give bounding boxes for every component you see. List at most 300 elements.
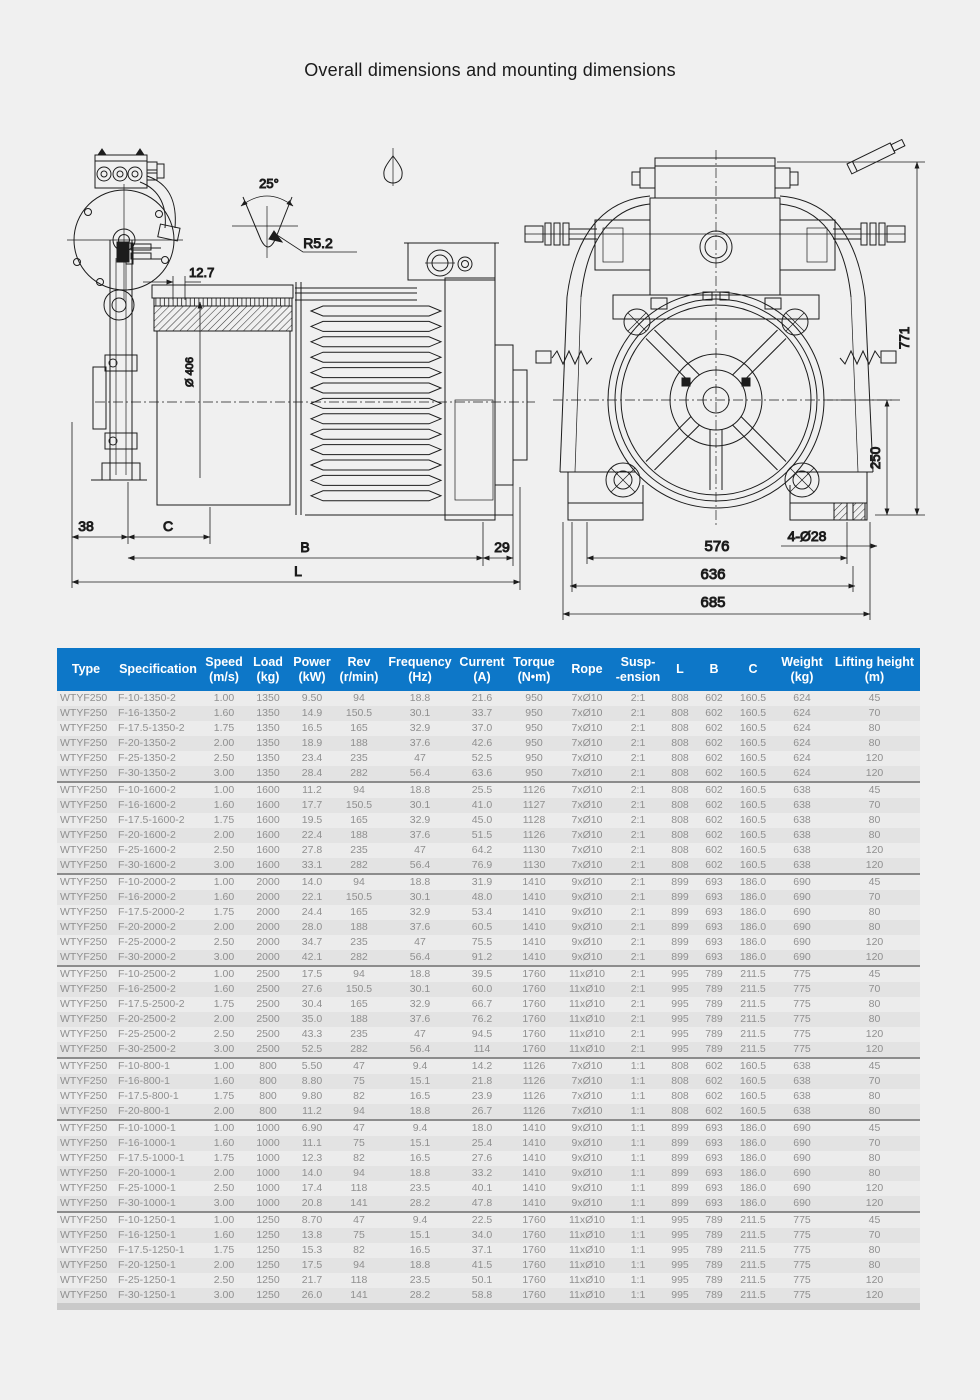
table-cell: 1.00 bbox=[201, 966, 247, 982]
table-cell: 693 bbox=[705, 1197, 723, 1209]
table-cell: 75 bbox=[353, 1075, 365, 1087]
table-cell: 47 bbox=[335, 1058, 383, 1074]
table-cell: 3.00 bbox=[213, 1043, 235, 1055]
table-cell: 2:1 bbox=[630, 752, 646, 764]
table-cell: 2:1 bbox=[630, 951, 646, 963]
table-cell: 7xØ10 bbox=[561, 782, 613, 798]
table-cell: 1350 bbox=[256, 767, 280, 779]
table-cell: 9xØ10 bbox=[571, 921, 603, 933]
table-cell: 2.00 bbox=[213, 829, 235, 841]
column-header: B bbox=[697, 648, 731, 691]
table-cell: 789 bbox=[705, 1013, 723, 1025]
table-cell: 2.00 bbox=[213, 737, 235, 749]
technical-drawings bbox=[55, 130, 925, 635]
table-cell: 45 bbox=[829, 874, 920, 890]
table-cell: 15.3 bbox=[301, 1244, 323, 1256]
table-row bbox=[57, 858, 920, 874]
table-cell: 2:1 bbox=[630, 998, 646, 1010]
table-cell: 2000 bbox=[256, 921, 280, 933]
table-cell: 808 bbox=[671, 799, 689, 811]
table-cell: 638 bbox=[793, 799, 811, 811]
table-cell: 1.00 bbox=[201, 1058, 247, 1074]
table-cell: 47 bbox=[414, 844, 426, 856]
table-cell: 42.6 bbox=[471, 737, 493, 749]
table-cell: 75.5 bbox=[471, 936, 493, 948]
table-cell: 1.60 bbox=[213, 1137, 235, 1149]
table-cell: 1:1 bbox=[630, 1090, 646, 1102]
table-cell: 2500 bbox=[247, 966, 289, 982]
table-cell: 638 bbox=[793, 844, 811, 856]
table-cell: 22.4 bbox=[301, 829, 323, 841]
table-cell: 14.9 bbox=[301, 707, 323, 719]
table-cell: 30.1 bbox=[409, 983, 431, 995]
table-cell: 1:1 bbox=[630, 1274, 646, 1286]
table-cell: 638 bbox=[793, 1075, 811, 1087]
table-row bbox=[57, 1136, 920, 1151]
table-cell: WTYF250 bbox=[60, 921, 108, 933]
table-cell: 25.4 bbox=[471, 1137, 493, 1149]
table-cell: 2000 bbox=[256, 936, 280, 948]
table-cell: 789 bbox=[705, 983, 723, 995]
table-row bbox=[57, 828, 920, 843]
table-cell: 775 bbox=[775, 966, 829, 982]
dim-b-label: B bbox=[300, 539, 310, 555]
table-cell: 800 bbox=[259, 1075, 277, 1087]
table-cell: 2.50 bbox=[213, 1182, 235, 1194]
table-cell: 7xØ10 bbox=[571, 752, 603, 764]
table-row bbox=[57, 1243, 920, 1258]
table-cell: 21.8 bbox=[471, 1075, 493, 1087]
table-cell: 150.5 bbox=[345, 707, 373, 719]
table-cell: 235 bbox=[350, 752, 368, 764]
table-cell: WTYF250 bbox=[60, 859, 108, 871]
table-cell: 30.1 bbox=[409, 707, 431, 719]
table-cell: F-20-2000-2 bbox=[118, 921, 176, 933]
table-cell: 160.5 bbox=[739, 1090, 767, 1102]
table-cell: 45 bbox=[829, 1058, 920, 1074]
table-cell: 45 bbox=[829, 966, 920, 982]
table-cell: 2:1 bbox=[630, 983, 646, 995]
table-cell: 690 bbox=[793, 1167, 811, 1179]
table-cell: 150.5 bbox=[345, 983, 373, 995]
table-cell: 1.60 bbox=[213, 983, 235, 995]
table-row bbox=[57, 1074, 920, 1089]
table-cell: F-25-1250-1 bbox=[118, 1274, 176, 1286]
table-cell: 995 bbox=[671, 998, 689, 1010]
table-cell: 1410 bbox=[522, 1137, 546, 1149]
table-cell: 160.5 bbox=[739, 737, 767, 749]
table-cell: WTYF250 bbox=[60, 1090, 108, 1102]
table-cell: 3.00 bbox=[213, 1197, 235, 1209]
table-cell: 150.5 bbox=[345, 891, 373, 903]
table-row bbox=[57, 798, 920, 813]
table-cell: 808 bbox=[671, 814, 689, 826]
table-cell: 70 bbox=[868, 1137, 881, 1149]
table-cell: 1.60 bbox=[213, 1229, 235, 1241]
table-cell: 64.2 bbox=[471, 844, 493, 856]
table-cell: 60.0 bbox=[471, 983, 493, 995]
table-cell: 1410 bbox=[522, 906, 546, 918]
table-cell: 80 bbox=[868, 998, 881, 1010]
table-cell: 693 bbox=[697, 874, 731, 890]
table-cell: 1350 bbox=[256, 722, 280, 734]
table-cell: 48.0 bbox=[471, 891, 493, 903]
table-row bbox=[57, 1120, 920, 1136]
table-cell: 23.4 bbox=[301, 752, 323, 764]
table-cell: 120 bbox=[865, 1182, 884, 1194]
table-cell: 40.1 bbox=[471, 1182, 493, 1194]
table-cell: 28.0 bbox=[301, 921, 323, 933]
table-cell: F-16-1000-1 bbox=[118, 1137, 176, 1149]
table-cell: 11xØ10 bbox=[569, 983, 605, 995]
table-cell: 2:1 bbox=[630, 1013, 646, 1025]
table-cell: 2:1 bbox=[630, 722, 646, 734]
table-cell: 624 bbox=[793, 692, 811, 704]
table-cell: 45 bbox=[868, 692, 881, 704]
table-cell: 995 bbox=[663, 966, 697, 982]
table-cell: 808 bbox=[671, 844, 689, 856]
table-cell: 18.8 bbox=[409, 692, 431, 704]
table-cell: 160.5 bbox=[731, 782, 775, 798]
table-cell: F-16-1600-2 bbox=[118, 799, 176, 811]
table-cell: 789 bbox=[705, 1244, 723, 1256]
table-cell: 3.00 bbox=[213, 951, 235, 963]
table-cell: 7xØ10 bbox=[571, 799, 603, 811]
table-cell: 82 bbox=[353, 1244, 365, 1256]
table-cell: 45.0 bbox=[471, 814, 493, 826]
table-cell: 9xØ10 bbox=[571, 906, 603, 918]
table-cell: 37.6 bbox=[409, 921, 431, 933]
table-cell: 624 bbox=[793, 752, 811, 764]
table-cell: 18.8 bbox=[409, 1259, 431, 1271]
table-cell: 899 bbox=[671, 1167, 689, 1179]
column-header: C bbox=[731, 648, 775, 691]
table-cell: 14.0 bbox=[301, 1167, 323, 1179]
table-cell: 7xØ10 bbox=[571, 722, 603, 734]
table-cell: F-10-1350-2 bbox=[118, 692, 176, 704]
table-cell: 1410 bbox=[507, 1120, 561, 1136]
table-cell: 80 bbox=[868, 829, 881, 841]
table-cell: 70 bbox=[868, 891, 881, 903]
table-cell: F-30-2500-2 bbox=[118, 1043, 176, 1055]
table-cell: 34.0 bbox=[471, 1229, 493, 1241]
table-cell: WTYF250 bbox=[60, 767, 108, 779]
table-cell: F-10-2000-2 bbox=[115, 874, 201, 890]
table-cell: 120 bbox=[865, 951, 884, 963]
table-cell: 45 bbox=[829, 1212, 920, 1228]
table-cell: 186.0 bbox=[739, 1182, 767, 1194]
table-cell: 58.8 bbox=[471, 1289, 493, 1301]
table-row bbox=[57, 1058, 920, 1074]
table-cell: 186.0 bbox=[739, 891, 767, 903]
table-cell: 800 bbox=[259, 1105, 277, 1117]
table-cell: 808 bbox=[671, 737, 689, 749]
table-cell: 11xØ10 bbox=[561, 966, 613, 982]
table-cell: F-20-1250-1 bbox=[118, 1259, 176, 1271]
table-cell: 18.8 bbox=[409, 1105, 431, 1117]
table-cell: 11.2 bbox=[302, 1105, 322, 1117]
table-cell: 602 bbox=[705, 737, 723, 749]
table-cell: 800 bbox=[259, 1090, 277, 1102]
table-cell: 30.1 bbox=[409, 891, 431, 903]
table-cell: 18.8 bbox=[409, 1167, 431, 1179]
table-cell: 690 bbox=[793, 891, 811, 903]
table-cell: F-17.5-1250-1 bbox=[118, 1244, 185, 1256]
table-cell: 9xØ10 bbox=[571, 951, 603, 963]
table-row bbox=[57, 1166, 920, 1181]
table-cell: 94 bbox=[353, 1259, 365, 1271]
table-cell: 188 bbox=[350, 1013, 368, 1025]
table-cell: 602 bbox=[705, 1075, 723, 1087]
table-cell: 1130 bbox=[522, 859, 546, 871]
dim-771-label: 771 bbox=[897, 326, 912, 350]
table-cell: F-16-2000-2 bbox=[118, 891, 176, 903]
table-cell: 32.9 bbox=[409, 814, 431, 826]
table-cell: 2500 bbox=[256, 983, 280, 995]
table-cell: 602 bbox=[705, 859, 723, 871]
table-head bbox=[57, 648, 920, 691]
table-cell: 80 bbox=[868, 814, 881, 826]
table-row bbox=[57, 721, 920, 736]
table-cell: WTYF250 bbox=[60, 814, 108, 826]
table-cell: F-25-1350-2 bbox=[118, 752, 176, 764]
table-cell: 94 bbox=[353, 692, 365, 704]
table-cell: 186.0 bbox=[739, 936, 767, 948]
table-cell: 9xØ10 bbox=[571, 891, 603, 903]
table-cell: 1410 bbox=[522, 921, 546, 933]
table-cell: 1600 bbox=[256, 859, 280, 871]
table-cell: 693 bbox=[697, 1120, 731, 1136]
table-cell: 37.0 bbox=[471, 722, 493, 734]
table-cell: 120 bbox=[865, 1028, 884, 1040]
table-cell: 602 bbox=[705, 707, 723, 719]
table-cell: 899 bbox=[671, 906, 689, 918]
table-cell: 693 bbox=[705, 1182, 723, 1194]
table-cell: 165 bbox=[350, 906, 368, 918]
table-cell: 3.00 bbox=[213, 1289, 235, 1301]
table-cell: F-30-1250-1 bbox=[118, 1289, 176, 1301]
table-cell: 11xØ10 bbox=[569, 1043, 605, 1055]
table-cell: 30.1 bbox=[409, 799, 431, 811]
table-cell: 775 bbox=[775, 1212, 829, 1228]
table-cell: 14.2 bbox=[457, 1058, 507, 1074]
table-cell: 45 bbox=[829, 1120, 920, 1136]
table-cell: 94 bbox=[335, 782, 383, 798]
table-cell: 160.5 bbox=[739, 844, 767, 856]
table-cell: WTYF250 bbox=[60, 1274, 108, 1286]
table-cell: F-16-800-1 bbox=[118, 1075, 170, 1087]
table-cell: 9.80 bbox=[301, 1090, 323, 1102]
table-cell: 70 bbox=[868, 983, 881, 995]
table-cell: 80 bbox=[868, 1167, 881, 1179]
table-row bbox=[57, 766, 920, 782]
table-row bbox=[57, 920, 920, 935]
table-cell: 94 bbox=[335, 966, 383, 982]
table-cell: 602 bbox=[705, 752, 723, 764]
table-cell: 624 bbox=[793, 737, 811, 749]
table-cell: 11.2 bbox=[289, 782, 335, 798]
table-cell: 211.5 bbox=[740, 1028, 766, 1040]
table-cell: 775 bbox=[793, 1028, 811, 1040]
table-cell: 690 bbox=[775, 1120, 829, 1136]
table-cell: 899 bbox=[671, 951, 689, 963]
table-cell: F-10-1600-2 bbox=[115, 782, 201, 798]
table-cell: 80 bbox=[868, 1152, 881, 1164]
table-cell: WTYF250 bbox=[57, 1120, 115, 1136]
table-cell: 808 bbox=[671, 1105, 689, 1117]
column-header: Frequency (Hz) bbox=[383, 648, 457, 691]
table-cell: 1:1 bbox=[613, 1120, 663, 1136]
table-cell: WTYF250 bbox=[60, 1182, 108, 1194]
table-cell: 17.5 bbox=[289, 966, 335, 982]
table-cell: 1250 bbox=[256, 1274, 280, 1286]
dim-c-label: C bbox=[162, 518, 174, 534]
table-cell: 9.4 bbox=[383, 1212, 457, 1228]
table-cell: 1410 bbox=[522, 936, 546, 948]
table-cell: 41.0 bbox=[471, 799, 493, 811]
table-cell: 690 bbox=[793, 1182, 811, 1194]
table-cell: 15.1 bbox=[409, 1229, 431, 1241]
table-row bbox=[57, 1273, 920, 1288]
table-cell: 2500 bbox=[256, 1043, 280, 1055]
table-cell: 624 bbox=[793, 707, 811, 719]
table-cell: 28.4 bbox=[301, 767, 323, 779]
table-cell: 1126 bbox=[507, 1058, 561, 1074]
table-cell: 211.5 bbox=[740, 1289, 766, 1301]
table-cell: 27.8 bbox=[301, 844, 323, 856]
table-cell: 70 bbox=[868, 707, 881, 719]
table-cell: 120 bbox=[865, 1289, 884, 1301]
table-cell: 638 bbox=[793, 859, 811, 871]
table-cell: 7xØ10 bbox=[571, 1090, 603, 1102]
table-cell: 11xØ10 bbox=[569, 998, 605, 1010]
table-cell: 995 bbox=[671, 983, 689, 995]
table-cell: 56.4 bbox=[409, 951, 431, 963]
table-cell: 693 bbox=[705, 1167, 723, 1179]
table-cell: 789 bbox=[705, 1229, 723, 1241]
table-cell: 602 bbox=[705, 799, 723, 811]
table-row bbox=[57, 691, 920, 706]
table-cell: 2:1 bbox=[630, 936, 646, 948]
table-cell: 899 bbox=[671, 1197, 689, 1209]
table-cell: 602 bbox=[705, 692, 723, 704]
table-cell: F-17.5-1600-2 bbox=[118, 814, 185, 826]
table-cell: 2:1 bbox=[630, 692, 646, 704]
table-cell: F-16-2500-2 bbox=[118, 983, 176, 995]
table-cell: 9.4 bbox=[383, 1058, 457, 1074]
table-cell: 188 bbox=[350, 737, 368, 749]
table-cell: 114 bbox=[473, 1043, 491, 1055]
table-cell: 160.5 bbox=[739, 1105, 767, 1117]
table-cell: 120 bbox=[865, 1197, 884, 1209]
table-cell: 2.50 bbox=[213, 936, 235, 948]
table-cell: WTYF250 bbox=[57, 1212, 115, 1228]
table-cell: 1.00 bbox=[201, 1120, 247, 1136]
table-cell: 42.1 bbox=[301, 951, 323, 963]
table-cell: 638 bbox=[775, 782, 829, 798]
table-cell: 186.0 bbox=[739, 1197, 767, 1209]
table-cell: 9xØ10 bbox=[571, 1152, 603, 1164]
table-cell: 9xØ10 bbox=[571, 1182, 603, 1194]
table-cell: 2500 bbox=[256, 998, 280, 1010]
table-cell: 141 bbox=[350, 1289, 368, 1301]
table-row bbox=[57, 1212, 920, 1228]
table-cell: 789 bbox=[705, 1274, 723, 1286]
table-cell: F-10-2500-2 bbox=[115, 966, 201, 982]
table-cell: 7xØ10 bbox=[571, 707, 603, 719]
table-cell: 1130 bbox=[522, 844, 546, 856]
table-cell: 47.8 bbox=[471, 1197, 493, 1209]
table-cell: 2:1 bbox=[630, 906, 646, 918]
table-cell: 1410 bbox=[522, 1152, 546, 1164]
table-cell: 2:1 bbox=[630, 799, 646, 811]
table-cell: 3.00 bbox=[213, 767, 235, 779]
table-row bbox=[57, 782, 920, 798]
table-cell: 118 bbox=[350, 1182, 368, 1194]
table-cell: 9.4 bbox=[383, 1120, 457, 1136]
column-header: Rope bbox=[561, 648, 613, 691]
table-cell: 1:1 bbox=[630, 1244, 646, 1256]
table-cell: WTYF250 bbox=[60, 722, 108, 734]
table-cell: 211.5 bbox=[740, 998, 766, 1010]
table-cell: WTYF250 bbox=[60, 1043, 108, 1055]
table-cell: 51.5 bbox=[471, 829, 493, 841]
table-cell: 39.5 bbox=[457, 966, 507, 982]
table-cell: 789 bbox=[705, 998, 723, 1010]
table-cell: 11xØ10 bbox=[569, 1259, 605, 1271]
table-cell: 160.5 bbox=[739, 859, 767, 871]
table-cell: 1250 bbox=[256, 1244, 280, 1256]
table-cell: F-20-800-1 bbox=[118, 1105, 170, 1117]
table-cell: 1.60 bbox=[213, 707, 235, 719]
table-cell: 808 bbox=[671, 1075, 689, 1087]
table-cell: 186.0 bbox=[731, 874, 775, 890]
table-cell: 53.4 bbox=[471, 906, 493, 918]
table-row bbox=[57, 843, 920, 858]
table-cell: 9.50 bbox=[301, 692, 323, 704]
groove-pitch-label: 12.7 bbox=[189, 265, 215, 280]
table-cell: 11.1 bbox=[302, 1137, 322, 1149]
table-cell: 808 bbox=[671, 829, 689, 841]
sheave-diameter-label: Ø 406 bbox=[184, 357, 196, 387]
table-cell: 94.5 bbox=[471, 1028, 493, 1040]
table-cell: 950 bbox=[525, 767, 543, 779]
table-cell: 80 bbox=[868, 921, 881, 933]
table-cell: 18.9 bbox=[301, 737, 323, 749]
table-row bbox=[57, 1104, 920, 1120]
table-cell: 18.8 bbox=[383, 782, 457, 798]
table-cell: 211.5 bbox=[740, 983, 766, 995]
table-cell: WTYF250 bbox=[60, 983, 108, 995]
table-cell: 1250 bbox=[256, 1259, 280, 1271]
table-cell: 775 bbox=[793, 1289, 811, 1301]
table-cell: 15.1 bbox=[409, 1137, 431, 1149]
table-cell: 775 bbox=[793, 998, 811, 1010]
table-cell: 1760 bbox=[522, 983, 546, 995]
table-cell: 33.2 bbox=[471, 1167, 493, 1179]
table-cell: 37.6 bbox=[409, 829, 431, 841]
table-cell: 1760 bbox=[522, 1244, 546, 1256]
table-cell: WTYF250 bbox=[60, 737, 108, 749]
table-cell: WTYF250 bbox=[60, 1137, 108, 1149]
table-cell: 9xØ10 bbox=[561, 874, 613, 890]
table-cell: 602 bbox=[705, 1105, 723, 1117]
table-cell: 211.5 bbox=[731, 1212, 775, 1228]
table-cell: 186.0 bbox=[739, 1152, 767, 1164]
table-cell: 160.5 bbox=[739, 1075, 767, 1087]
table-cell: 7xØ10 bbox=[571, 829, 603, 841]
table-row bbox=[57, 997, 920, 1012]
